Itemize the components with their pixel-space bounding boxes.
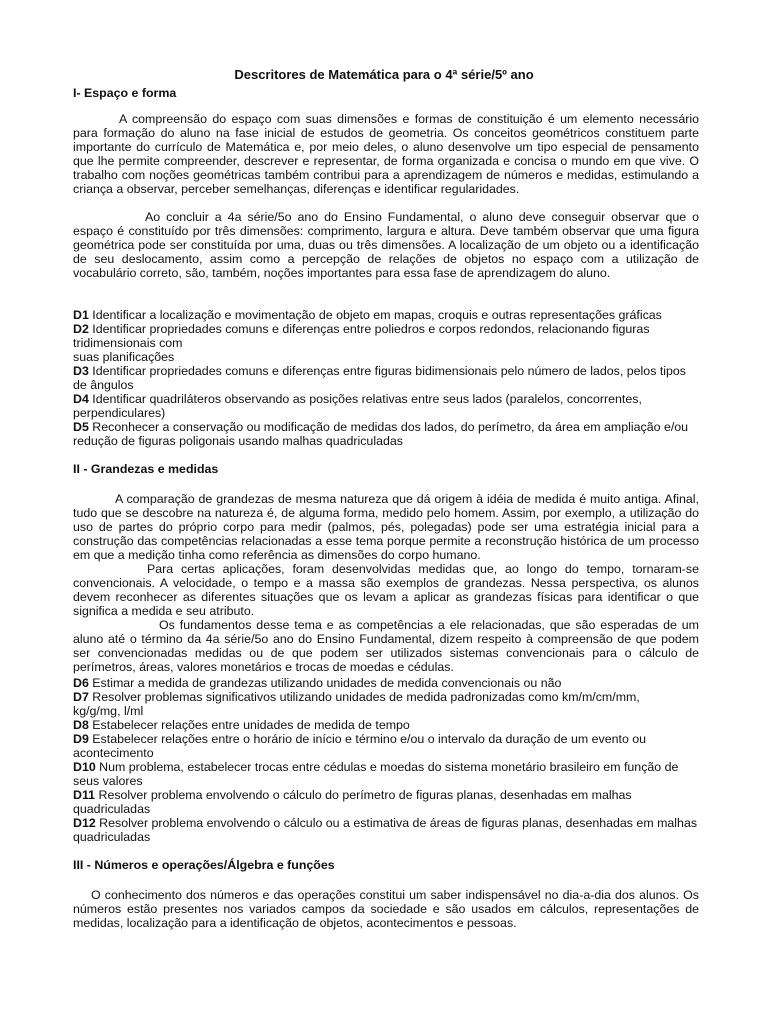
descriptor-code: D4 [73, 392, 89, 406]
descriptor-text: Estimar a medida de grandezas utilizando unidades de medida convencionais ou não [88, 676, 562, 690]
descriptor-code: D3 [73, 364, 89, 378]
descriptor-text: Resolver problema envolvendo o cálculo ou a estimativa de áreas de figuras planas, desenhadas em malhas quadriculadas [73, 816, 698, 844]
paragraph-espaco-2: Ao concluir a 4a série/5o ano do Ensino Fundamental, o aluno deve conseguir observar que o espaço é constituído por três dimensões: comprimento, largura e altura. Deve também observar que uma figura geométrica pode ser constituída por uma, duas ou três dimensões. A localização de um objeto ou a identificação de seu deslocamento, assim como a percepção de relações de objetos no espaço com a utilização de vocabulário correto, são, também, noções importantes para essa fase de aprendizagem do aluno. [73, 210, 699, 280]
descriptor-text: Num problema, estabelecer trocas entre cédulas e moedas do sistema monetário brasileiro em função de seus valores [73, 760, 679, 788]
descriptor-d1 [73, 308, 713, 322]
descriptor-code: D10 [73, 760, 96, 774]
descriptor-text: Identificar a localização e movimentação de objeto em mapas, croquis e outras representações gráficas [88, 308, 662, 322]
section-heading-numeros-operacoes: III - Números e operações/Álgebra e funções [73, 858, 335, 872]
descriptor-text: Reconhecer a conservação ou modificação de medidas dos lados, do perímetro, da área em ampliação e/ou redução de figuras poligonais usando malhas quadriculadas [73, 420, 689, 448]
descriptor-d9 [73, 732, 703, 760]
descriptor-code: D5 [73, 420, 89, 434]
descriptor-d7 [73, 690, 673, 718]
descriptor-d4 [73, 392, 701, 420]
descriptor-d8 [73, 718, 713, 732]
descriptor-d2-continuation: suas planificações [73, 350, 175, 364]
descriptor-code: D1 [73, 308, 89, 322]
document-title: Descritores de Matemática para o 4ª série/5º ano [234, 67, 534, 82]
descriptor-code: D9 [73, 732, 89, 746]
descriptor-d6 [73, 676, 713, 690]
descriptor-text: Resolver problemas significativos utilizando unidades de medida padronizadas como km/m/cm/mm, kg/g/mg, l/ml [73, 690, 640, 718]
descriptor-d11 [73, 788, 693, 816]
paragraph-espaco-1: A compreensão do espaço com suas dimensões e formas de constituição é um elemento necessário para formação do aluno na fase inicial de estudos de geometria. Os conceitos geométricos constituem parte importante do currículo de Matemática e, por meio deles, o aluno desenvolve um tipo especial de pensamento que lhe permite compreender, descrever e representar, de forma organizada e concisa o mundo em que vive. O trabalho com noções geométricas também contribui para a aprendizagem de números e medidas, estimulando a criança a observar, perceber semelhanças, diferenças e identificar regularidades. [73, 112, 699, 196]
descriptor-text: Identificar propriedades comuns e diferenças entre figuras bidimensionais pelo número de lados, pelos tipos de ângulos [73, 364, 687, 392]
descriptor-d2 [73, 322, 701, 350]
paragraph-grandezas-1: A comparação de grandezas de mesma natureza que dá origem à idéia de medida é muito antiga. Afinal, tudo que se descobre na natureza é, de alguma forma, medido pelo homem. Assim, por exemplo, a utilização do uso de partes do próprio corpo para medir (palmos, pés, polegadas) pode ser uma estratégia inicial para a construção das competências relacionadas a esse tema porque permite a reconstrução histórica de um processo em que a medição tinha como referência as dimensões do corpo humano. [73, 492, 699, 562]
descriptor-code: D7 [73, 690, 89, 704]
descriptor-d5 [73, 420, 701, 448]
paragraph-grandezas-3: Os fundamentos desse tema e as competências a ele relacionadas, que são esperadas de um aluno até o término da 4a série/5o ano do Ensino Fundamental, dizem respeito à compreensão de que podem ser convencionadas medidas ou de que podem ser utilizados sistemas convencionais para o cálculo de perímetros, áreas, valores monetários e trocas de moedas e cédulas. [73, 618, 699, 674]
descriptor-text: Identificar propriedades comuns e diferenças entre poliedros e corpos redondos, relacionando figuras tridimensionais com [73, 322, 650, 350]
descriptor-d3 [73, 364, 693, 392]
descriptor-text: Estabelecer relações entre unidades de medida de tempo [88, 718, 410, 732]
descriptor-text: Identificar quadriláteros observando as posições relativas entre seus lados (paralelos, concorrentes, perpendiculares) [73, 392, 642, 420]
paragraph-grandezas-2: Para certas aplicações, foram desenvolvidas medidas que, ao longo do tempo, tornaram-se convencionais. A velocidade, o tempo e a massa são exemplos de grandezas. Nessa perspectiva, os alunos devem reconhecer as diferentes situações que os levam a aplicar as grandezas físicas para identificar o que significa a medida e seu atributo. [73, 562, 699, 618]
descriptor-code: D2 [73, 322, 89, 336]
descriptor-d12 [73, 816, 703, 844]
descriptor-text: Resolver problema envolvendo o cálculo do perímetro de figuras planas, desenhadas em malhas quadriculadas [73, 788, 632, 816]
descriptor-d10 [73, 760, 701, 788]
section-heading-grandezas-medidas: II - Grandezas e medidas [73, 462, 219, 476]
descriptor-code: D6 [73, 676, 89, 690]
descriptor-code: D12 [73, 816, 96, 830]
section-heading-espaco-forma: I- Espaço e forma [73, 86, 177, 100]
descriptor-code: D11 [73, 788, 96, 802]
descriptor-code: D8 [73, 718, 89, 732]
paragraph-numeros-1: O conhecimento dos números e das operações constitui um saber indispensável no dia-a-dia dos alunos. Os números estão presentes nos variados campos da sociedade e são usados em cálculos, representações de medidas, localização para a identificação de objetos, acontecimentos e pessoas. [73, 888, 699, 930]
descriptor-text: Estabelecer relações entre o horário de início e término e/ou o intervalo da duração de um evento ou acontecimento [73, 732, 647, 760]
